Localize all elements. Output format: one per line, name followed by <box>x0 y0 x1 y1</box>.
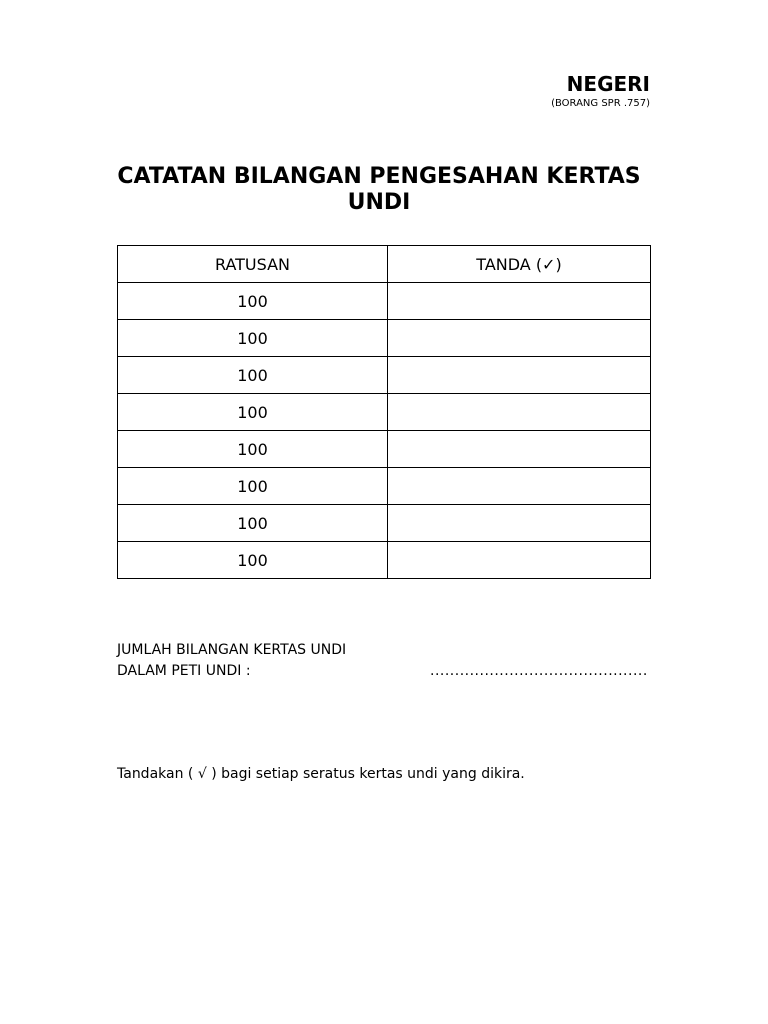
column-header-tanda: TANDA (✓) <box>388 246 651 283</box>
total-label-block <box>117 640 346 682</box>
ratusan-cell: 100 <box>118 283 388 320</box>
tanda-cell[interactable] <box>388 505 651 542</box>
state-label: NEGERI <box>566 72 650 96</box>
tanda-cell[interactable] <box>388 283 651 320</box>
ratusan-cell: 100 <box>118 394 388 431</box>
document-title: CATATAN BILANGAN PENGESAHAN KERTAS UNDI <box>117 164 641 215</box>
ratusan-cell: 100 <box>118 431 388 468</box>
header-block <box>551 72 650 110</box>
table-header-row <box>118 246 651 283</box>
tanda-cell[interactable] <box>388 431 651 468</box>
instruction-text: Tandakan ( √ ) bagi setiap seratus kertas undi yang dikira. <box>117 766 525 782</box>
table-row <box>118 394 651 431</box>
table-row <box>118 431 651 468</box>
table-row <box>118 542 651 579</box>
ratusan-cell: 100 <box>118 505 388 542</box>
form-code: (BORANG SPR .757) <box>551 98 650 109</box>
total-label-line1: JUMLAH BILANGAN KERTAS UNDI <box>117 642 347 658</box>
tanda-cell[interactable] <box>388 394 651 431</box>
table-row <box>118 283 651 320</box>
table-row <box>118 505 651 542</box>
tanda-cell[interactable] <box>388 468 651 505</box>
ratusan-cell: 100 <box>118 468 388 505</box>
ratusan-cell: 100 <box>118 320 388 357</box>
column-header-ratusan: RATUSAN <box>118 246 388 283</box>
total-label-line2: DALAM PETI UNDI : <box>117 663 251 679</box>
ratusan-cell: 100 <box>118 542 388 579</box>
table-row <box>118 320 651 357</box>
tally-table <box>117 245 651 579</box>
ratusan-cell: 100 <box>118 357 388 394</box>
tanda-cell[interactable] <box>388 357 651 394</box>
tanda-cell[interactable] <box>388 542 651 579</box>
tanda-cell[interactable] <box>388 320 651 357</box>
table-row <box>118 468 651 505</box>
table-row <box>118 357 651 394</box>
total-blank-line[interactable]: ............................................ <box>430 663 648 679</box>
